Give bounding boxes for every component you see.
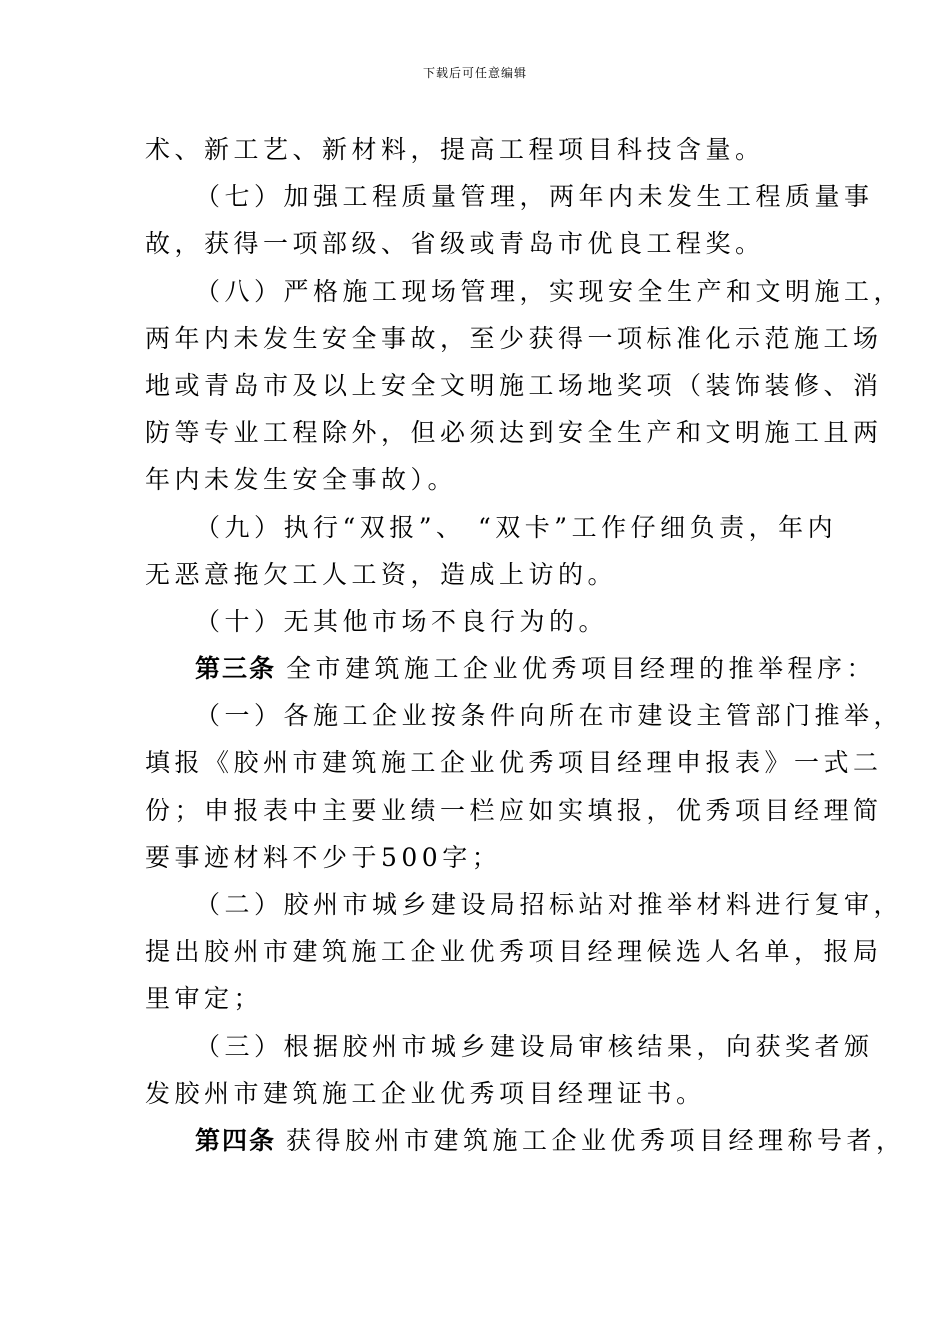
text-line: （七）加强工程质量管理，两年内未发生工程质量事 — [195, 182, 874, 212]
article-3-text: 全市建筑施工企业优秀项目经理的推举程序： — [286, 654, 877, 684]
article-4-line — [145, 1117, 906, 1164]
text-line: 填报《胶州市建筑施工企业优秀项目经理申报表》一式二 — [145, 748, 883, 778]
text-line: 里审定； — [145, 984, 264, 1014]
text-line: （二）胶州市城乡建设局招标站对推举材料进行复审， — [195, 890, 904, 919]
text-line: 年内未发生安全事故）。 — [145, 465, 458, 495]
text-line: （九）执行“双报”、 “双卡”工作仔细负责，年内 — [195, 512, 838, 542]
text-line: （八）严格施工现场管理，实现安全生产和文明施工， — [195, 276, 904, 306]
article-4-text: 获得胶州市建筑施工企业优秀项目经理称号者， — [286, 1125, 906, 1155]
document-body — [145, 126, 906, 1164]
text-line: 份；申报表中主要业绩一栏应如实填报，优秀项目经理简 — [145, 795, 883, 825]
text-line: 提出胶州市建筑施工企业优秀项目经理候选人名单，报局 — [145, 937, 883, 967]
text-line: 发胶州市建筑施工企业优秀项目经理证书。 — [145, 1078, 706, 1108]
text-line: 两年内未发生安全事故，至少获得一项标准化示范施工场 — [145, 323, 883, 353]
article-3-heading: 第三条 — [195, 654, 277, 684]
article-4-heading: 第四条 — [195, 1125, 277, 1155]
text-line: 地或青岛市及以上安全文明施工场地奖项（装饰装修、消 — [145, 370, 883, 400]
page-header: 下载后可任意编辑 — [422, 66, 527, 80]
text-line: 故，获得一项部级、省级或青岛市优良工程奖。 — [145, 229, 765, 259]
text-line: （一）各施工企业按条件向所在市建设主管部门推举， — [195, 701, 904, 731]
text-line: 要事迹材料不少于500字； — [145, 842, 502, 872]
text-line: 防等专业工程除外，但必须达到安全生产和文明施工且两 — [145, 418, 883, 448]
text-line: 术、新工艺、新材料，提高工程项目科技含量。 — [145, 135, 765, 164]
text-line: （三）根据胶州市城乡建设局审核结果，向获奖者颁 — [195, 1031, 874, 1061]
text-line: 无恶意拖欠工人工资，造成上访的。 — [145, 559, 618, 589]
article-3-line — [145, 645, 877, 692]
text-line: （十）无其他市场不良行为的。 — [195, 606, 609, 636]
